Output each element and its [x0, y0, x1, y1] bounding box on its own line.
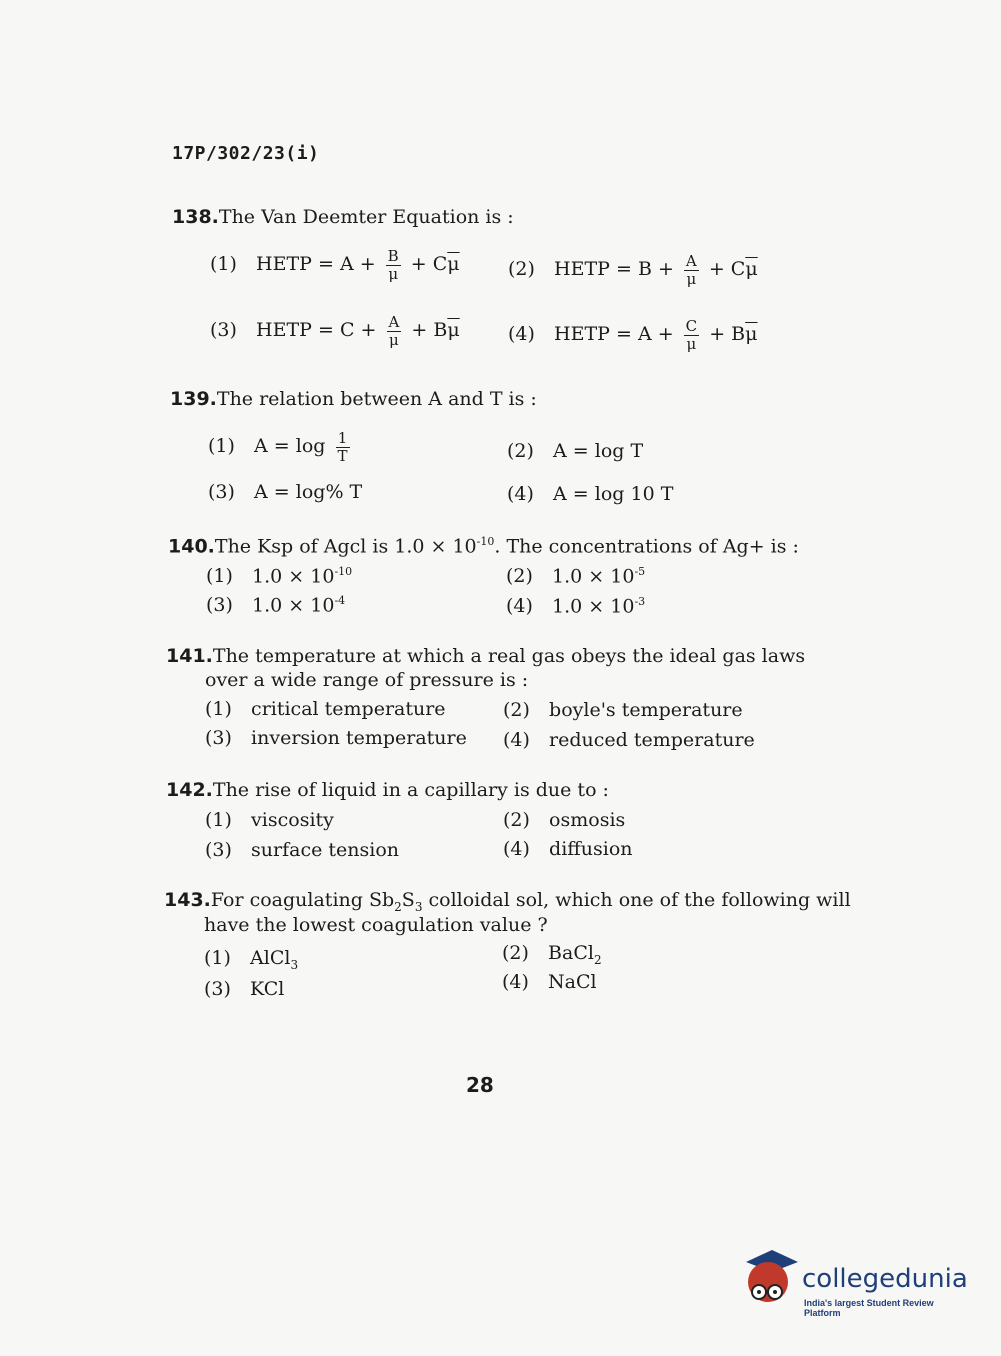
question-stem	[172, 206, 514, 228]
option-base: BaCl	[548, 942, 594, 964]
option	[506, 565, 645, 587]
option	[502, 942, 602, 967]
fraction-denominator: μ	[686, 334, 697, 353]
fraction-numerator: A	[388, 313, 400, 331]
option-number: (2)	[503, 809, 530, 831]
option-number: (4)	[502, 971, 529, 993]
page-number: 28	[466, 1073, 494, 1097]
fraction-denominator: μ	[389, 330, 399, 349]
subscript: 2	[394, 899, 402, 914]
question-text-tail: . The concentrations of Ag+ is :	[494, 535, 799, 558]
mean-velocity-symbol: $\overline{\mu}$	[745, 323, 758, 345]
fraction	[386, 248, 401, 282]
option-number: (3)	[205, 727, 232, 749]
option	[205, 727, 467, 749]
option-number: (2)	[502, 942, 529, 964]
fraction	[336, 430, 350, 464]
option-number: (1)	[205, 698, 232, 720]
option	[503, 699, 743, 721]
exponent: -10	[476, 535, 495, 548]
question-text: The temperature at which a real gas obeys the ideal gas laws	[212, 645, 806, 667]
exponent: -10	[334, 565, 353, 578]
option-number: (1)	[205, 809, 232, 831]
equation-term: + B	[709, 323, 746, 345]
subscript: 3	[290, 957, 299, 972]
equation-term: + C	[410, 253, 448, 275]
option-text: A = log% T	[254, 481, 363, 503]
option-number: (3)	[205, 839, 232, 861]
option	[502, 971, 597, 993]
option-number: (3)	[204, 978, 231, 1000]
fraction-denominator: μ	[388, 264, 399, 283]
option-number: (4)	[503, 838, 530, 860]
question-text: For coagulating Sb	[210, 889, 395, 911]
option-number: (1)	[208, 435, 235, 457]
option-text: critical temperature	[251, 698, 446, 720]
option-text: diffusion	[549, 838, 633, 860]
option-base: 1.0 × 10	[252, 565, 335, 588]
fraction	[387, 314, 402, 348]
question-number: 142.	[166, 779, 213, 801]
fraction-numerator: 1	[336, 430, 350, 448]
option	[503, 838, 633, 860]
option-base: AlCl	[250, 947, 291, 969]
option-base: NaCl	[548, 971, 597, 993]
equation-term: + C	[708, 258, 746, 280]
option	[210, 248, 460, 282]
option	[205, 809, 334, 831]
option-number: (1)	[206, 565, 233, 588]
exponent: -3	[634, 595, 646, 608]
fraction	[684, 318, 699, 352]
option-text: reduced temperature	[549, 729, 755, 751]
collegedunia-logo	[742, 1248, 972, 1318]
option-text: surface tension	[251, 839, 400, 861]
option-number: (3)	[210, 319, 237, 341]
question-text-part: S	[401, 889, 415, 911]
equation-lhs: HETP = C +	[256, 319, 377, 341]
option-number: (2)	[508, 258, 535, 280]
question-text-line2: over a wide range of pressure is :	[205, 669, 529, 691]
fraction-numerator: A	[685, 252, 697, 270]
fraction-numerator: C	[685, 317, 698, 335]
option-text: inversion temperature	[251, 727, 467, 749]
fraction-denominator: T	[337, 446, 348, 465]
paper-code: 17P/302/23(i)	[172, 143, 320, 164]
option	[210, 314, 460, 348]
option	[204, 978, 284, 1000]
mean-velocity-symbol: $\overline{\mu}$	[745, 258, 758, 280]
option-number: (2)	[507, 440, 534, 462]
subscript: 2	[593, 952, 602, 967]
question-number: 140.	[168, 535, 215, 558]
option	[503, 809, 625, 831]
mean-velocity-symbol: $\overline{\mu}$	[447, 253, 460, 275]
equation-lhs: HETP = B +	[554, 258, 674, 280]
question-text-tail: colloidal sol, which one of the following will	[422, 889, 851, 911]
option-number: (4)	[503, 729, 530, 751]
logo-wordmark: collegedunia	[802, 1264, 968, 1294]
option	[208, 481, 362, 503]
option-base: 1.0 × 10	[552, 565, 635, 588]
question-stem	[166, 779, 609, 801]
option-number: (4)	[508, 323, 535, 345]
question-text-line2: have the lowest coagulation value ?	[204, 914, 548, 936]
option-number: (2)	[503, 699, 530, 721]
question-text: The Van Deemter Equation is :	[218, 206, 514, 228]
option	[508, 253, 758, 287]
question-text: The rise of liquid in a capillary is due to :	[212, 779, 609, 801]
fraction	[684, 253, 699, 287]
fraction-numerator: B	[387, 247, 399, 265]
question-stem	[168, 535, 799, 557]
option-number: (1)	[204, 947, 231, 969]
option-text: A = log T	[553, 440, 644, 462]
option	[205, 698, 446, 720]
question-number: 138.	[172, 206, 219, 228]
option	[206, 565, 352, 587]
question-number: 139.	[170, 388, 217, 410]
option	[206, 594, 345, 616]
option-text: viscosity	[251, 809, 334, 831]
option-base: 1.0 × 10	[252, 594, 335, 617]
option-number: (4)	[506, 595, 533, 618]
option-text: boyle's temperature	[549, 699, 743, 721]
question-stem	[170, 388, 537, 410]
mascot-icon	[742, 1248, 802, 1310]
equation-lhs: HETP = A +	[554, 323, 674, 345]
question-number: 141.	[166, 645, 213, 667]
equation-term: + B	[411, 319, 448, 341]
option	[508, 318, 757, 352]
subscript: 3	[414, 899, 423, 914]
option	[507, 483, 673, 505]
option-number: (1)	[210, 253, 237, 275]
question-text: The Ksp of Agcl is 1.0 × 10	[214, 535, 477, 558]
exponent: -5	[634, 565, 646, 578]
question-stem	[166, 645, 805, 667]
option	[208, 430, 354, 464]
option-number: (2)	[506, 565, 533, 588]
option	[506, 595, 645, 617]
equation-lhs: A = log	[254, 435, 326, 457]
option	[503, 729, 755, 751]
option-number: (3)	[206, 594, 233, 617]
exponent: -4	[334, 594, 346, 607]
logo-tagline: India's largest Student Review Platform	[804, 1298, 934, 1318]
option-text: osmosis	[549, 809, 626, 831]
question-number: 143.	[164, 889, 211, 911]
fraction-denominator: μ	[686, 269, 697, 288]
option	[204, 947, 298, 972]
option-text: A = log 10 T	[553, 483, 674, 505]
equation-lhs: HETP = A +	[256, 253, 376, 275]
mean-velocity-symbol: $\overline{\mu}$	[447, 319, 460, 341]
option-base: KCl	[250, 978, 285, 1000]
option	[507, 440, 643, 462]
option-number: (3)	[208, 481, 235, 503]
option-number: (4)	[507, 483, 534, 505]
option-base: 1.0 × 10	[552, 595, 635, 618]
question-text: The relation between A and T is :	[216, 388, 537, 410]
option	[205, 839, 399, 861]
question-stem	[164, 889, 851, 914]
